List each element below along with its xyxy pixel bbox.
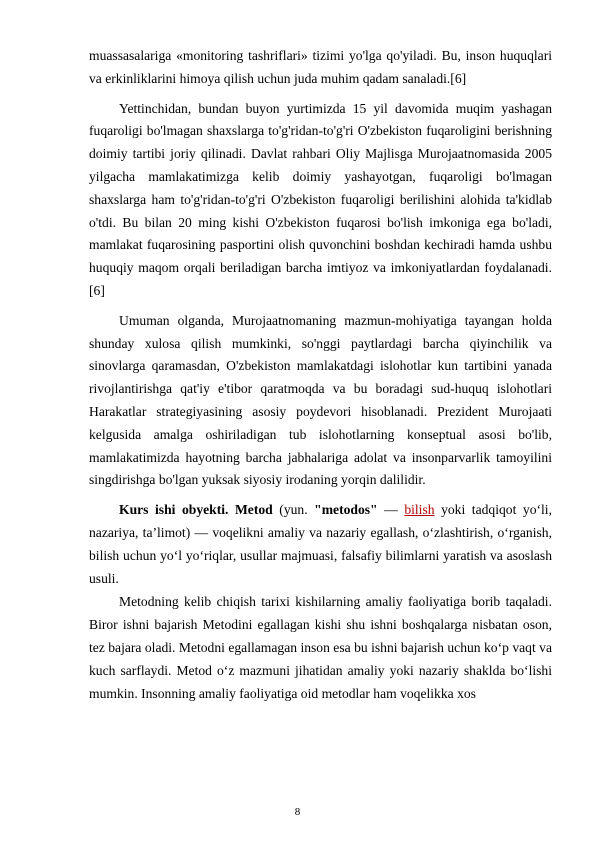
paragraph-3: Umuman olganda, Murojaatnomaning mazmun-mohiyatiga tayangan holda shunday xulosa qilish mumkinki, so'nggi paytlardagi barcha qiyinchilik va sinovlarga qaramasdan, O'zbekiston mamlakatdagi islohotlar kun tartibini yanada rivojlantirishga qat'iy e'tibor qaratmoqda va bu boradagi sud-huquq islohotlari Harakatlar strategiyasining asosiy poydevori hisoblanadi. Prezident Murojaati kelgusida amalga oshiriladigan tub islohotlarning konseptual asosi bo'lib, mamlakatimizda hayotning barcha jabhalariga adolat va insonparvarlik tamoyilini singdirishga bo'lgan yuksak siyosiy irodaning yorqin dalilidir. bbox=[89, 312, 552, 488]
body-text bbox=[89, 45, 552, 705]
bilish-link[interactable]: bilish bbox=[404, 502, 435, 518]
paragraph-1: muassasalariga «monitoring tashriflari» tizimi yo'lga qo'yiladi. Bu, inson huquqlari va erkinliklarini himoya qilish uchun juda muhim qadam sanaladi.[6] bbox=[89, 48, 552, 86]
paragraph-5: Metodning kelib chiqish tarixi kishilarning amaliy faoliyatiga borib taqaladi. Biror ishni bajarish Metodini egallagan kishi shu ishni boshqalarga nisbatan oson, tez bajara oladi. Metodni egallamagan inson esa bu ishni bajarish uchun koʻp vaqt va kuch sarflaydi. Metod oʻz mazmuni jihatidan amaliy yoki nazariy shaklda boʻlishi mumkin. Insonning amaliy faoliyatiga oid metodlar ham voqelikka xos bbox=[89, 594, 552, 701]
etymology-open: (yun. bbox=[272, 502, 315, 518]
definition-text: yoki tadqiqot yoʻli, nazariya, taʼlimot) — voqelikni amaliy va nazariy egallash, oʻzlashtirish, oʻrganish, bilish uchun yoʻl yoʻriqlar, usullar majmuasi, falsafiy bilimlarni yaratish va asoslash usuli. bbox=[89, 502, 552, 586]
course-object-heading: Kurs ishi obyekti. Metod bbox=[119, 502, 273, 518]
paragraph-2: Yettinchidan, bundan buyon yurtimizda 15 yil davomida muqim yashagan fuqaroligi bo'lmagan shaxslarga to'g'ridan-to'g'ri O'zbekiston fuqaroligini berishning doimiy tartibi joriy qilinadi. Davlat rahbari Oliy Majlisga Murojaatnomasida 2005 yilgacha mamlakatimizga kelib doimiy yashayotgan, fuqaroligi bo'lmagan shaxslarga ham to'g'ridan-to'g'ri O'zbekiston fuqaroligi berilishini alohida ta'kidlab o'tdi. Bu bilan 20 ming kishi O'zbekiston fuqarosi bo'lish imkoniga ega bo'ladi, mamlakat fuqarosining pasportini olish quvonchini boshdan kechiradi hamda ushbu huquqiy maqom orqali beriladigan barcha imtiyoz va imkoniyatlardan foydalanadi.[6] bbox=[89, 100, 552, 298]
page-number: 8 bbox=[294, 806, 301, 818]
paragraph-4 bbox=[89, 499, 552, 590]
em-dash: — bbox=[377, 502, 405, 518]
greek-term: "metodos" bbox=[314, 502, 378, 518]
